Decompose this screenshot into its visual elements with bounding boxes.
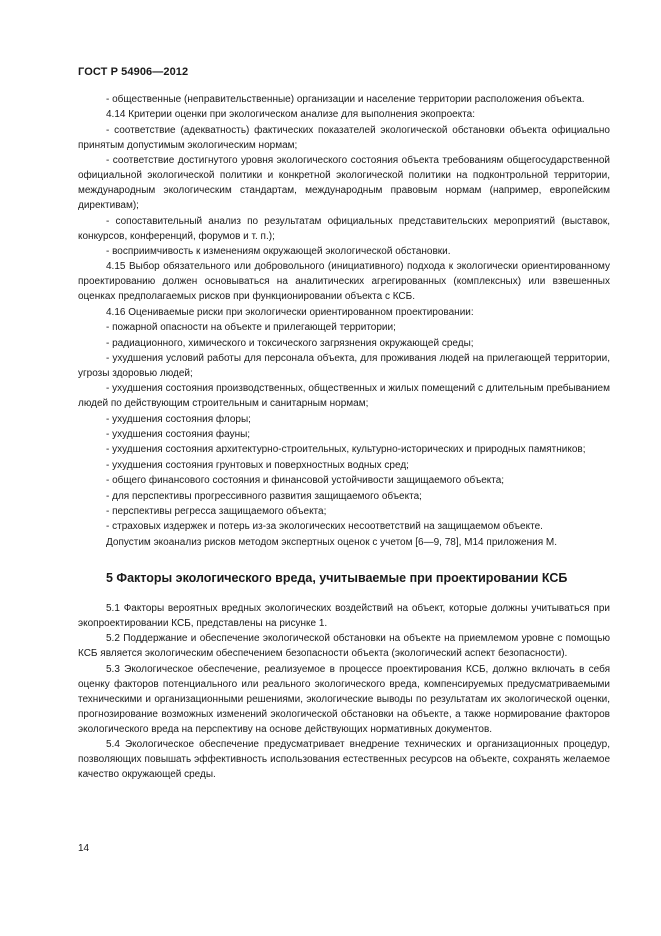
paragraph: - общественные (неправительственные) организации и население территории расположения объекта. xyxy=(106,94,585,105)
paragraph: 5.3 Экологическое обеспечение, реализуемое в процессе проектирования КСБ, должно включать в себя оценку факторов потенциального или реального экологического вреда, компенсируемых предусматриваемыми техническими и организационными решениями, экологические выводы по результатам их экологической оценки, прогнозирование возможных изменений экологической обстановки на объекте, а также нормирование факторов экологического вреда на перспективу на основе действующих нормативных документов. xyxy=(78,663,610,735)
paragraph: - ухудшения условий работы для персонала объекта, для проживания людей на прилегающей территории, угрозы здоровью людей; xyxy=(78,352,610,379)
paragraph: - соответствие достигнутого уровня экологического состояния объекта требованиям общегосударственной официальной экологической политики и конкретной экологической политики на подконтрольной территории, международным экологическим стандартам, международным правовым нормам (например, европейским директивам); xyxy=(78,155,610,212)
paragraph: 5.1 Факторы вероятных вредных экологических воздействий на объект, которые должны учитываться при экопроектировании КСБ, представлены на рисунке 1. xyxy=(78,602,610,629)
paragraph: - ухудшения состояния грунтовых и поверхностных водных сред; xyxy=(106,459,409,471)
paragraph: 4.15 Выбор обязательного или добровольного (инициативного) подхода к экологически ориентированному проектированию должен основываться на аналитических агрегированных (комплексных) или взвешенных оценках предполагаемых рисков при функционировании объекта с КСБ. xyxy=(78,261,610,303)
paragraph: - страховых издержек и потерь из-за экологических несоответствий на защищаемом объекте. xyxy=(106,521,543,533)
paragraph: 4.14 Критерии оценки при экологическом анализе для выполнения экопроекта: xyxy=(106,109,476,121)
paragraph: - перспективы регресса защищаемого объекта; xyxy=(106,506,327,518)
paragraph: - ухудшения состояния флоры; xyxy=(106,413,251,425)
paragraph: - общего финансового состояния и финансовой устойчивости защищаемого объекта; xyxy=(106,475,505,487)
document-body xyxy=(78,92,610,782)
paragraph: - сопоставительный анализ по результатам официальных представительских мероприятий (выставок, конкурсов, конференций, форумов и т. п.); xyxy=(78,215,610,242)
paragraph: 5.2 Поддержание и обеспечение экологической обстановки на объекте на приемлемом уровне с помощью КСБ является экологическим обеспечением безопасности объекта (экологический аспект безопасности). xyxy=(78,633,610,660)
paragraph: 5.4 Экологическое обеспечение предусматривает внедрение технических и организационных процедур, позволяющих повышать эффективность использования естественных ресурсов на объекте, сохранять желаемое качество окружающей среды. xyxy=(78,738,610,780)
paragraph: 4.16 Оцениваемые риски при экологически ориентированном проектировании: xyxy=(106,306,474,318)
paragraph: - для перспективы прогрессивного развития защищаемого объекта; xyxy=(106,490,422,502)
paragraph: - радиационного, химического и токсического загрязнения окружающей среды; xyxy=(106,337,474,349)
paragraph: - ухудшения состояния фауны; xyxy=(106,429,251,441)
paragraph: - пожарной опасности на объекте и прилегающей территории; xyxy=(106,322,396,334)
paragraph: Допустим экоанализ рисков методом экспертных оценок с учетом [6—9, 78], М14 приложения М. xyxy=(106,536,558,548)
document-header: ГОСТ Р 54906—2012 xyxy=(78,66,189,78)
paragraph: - восприимчивость к изменениям окружающей экологической обстановки. xyxy=(106,245,451,257)
section-heading: 5 Факторы экологического вреда, учитываемые при проектировании КСБ xyxy=(106,570,568,585)
paragraph: - ухудшения состояния производственных, общественных и жилых помещений с длительным пребыванием людей по действующим строительным и санитарным нормам; xyxy=(78,383,610,410)
paragraph: - ухудшения состояния архитектурно-строительных, культурно-исторических и природных памятников; xyxy=(106,444,586,456)
paragraph: - соответствие (адекватность) фактических показателей экологической обстановки объекта официально принятым допустимым экологическим нормам; xyxy=(78,124,610,151)
page-number: 14 xyxy=(78,843,90,854)
